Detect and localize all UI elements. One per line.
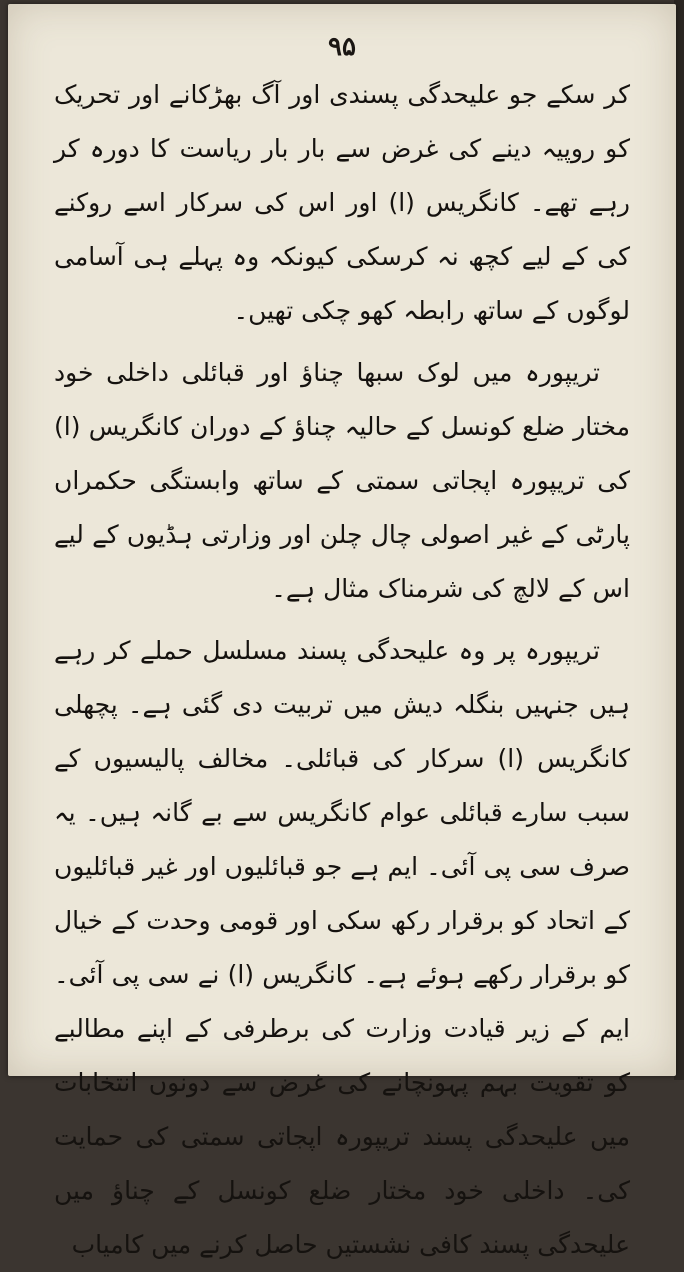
page-body bbox=[54, 68, 630, 1272]
paragraph-1: کر سکے جو علیحدگی پسندی اور آگ بھڑکانے اور تحریک کو روپیہ دینے کی غرض سے بار بار ریاست کا دورہ کر رہے تھے۔ کانگریس (ا) اور اس کی سرکار اسے روکنے کی کے لیے کچھ نہ کرسکی کیونکہ وہ پہلے ہی آسامی لوگوں کے ساتھ رابطہ کھو چکی تھیں۔ bbox=[54, 80, 630, 325]
page-number: ۹۵ bbox=[328, 32, 356, 62]
book-page bbox=[8, 4, 676, 1259]
paragraph-2: تریپورہ میں لوک سبھا چناؤ اور قبائلی داخلی خود مختار ضلع کونسل کے حالیہ چناؤ کے دوران کانگریس (ا) کی تریپورہ اپجاتی سمتی کے ساتھ وابستگی حکمراں پارٹی کے غیر اصولی چال چلن اور وزارتی ہڈیوں کے لیے اس کے لالچ کی شرمناک مثال ہے۔ bbox=[54, 358, 630, 603]
paragraph-3: تریپورہ پر وہ علیحدگی پسند مسلسل حملے کر رہے ہیں جنہیں بنگلہ دیش میں تربیت دی گئی ہے۔ پچھلی کانگریس (ا) سرکار کی قبائلی۔ مخالف پالیسیوں کے سبب سارے قبائلی عوام کانگریس سے بے گانہ ہیں۔ یہ صرف سی پی آئی۔ ایم ہے جو قبائلیوں اور غیر قبائلیوں کے اتحاد کو برقرار رکھ سکی اور قومی وحدت کے خیال کو برقرار رکھے ہوئے ہے۔ کانگریس (ا) نے سی پی آئی۔ ایم کے زیر قیادت وزارت کی برطرفی کے اپنے مطالبے کو تقویت بہم پہونچانے کی غرض سے دونوں انتخابات میں علیحدگی پسند تریپورہ اپجاتی سمتی کی حمایت کی۔ داخلی خود مختار ضلع کونسل کے چناؤ میں علیحدگی پسند کافی نشستیں حاصل کرنے میں کامیاب bbox=[54, 636, 630, 1259]
